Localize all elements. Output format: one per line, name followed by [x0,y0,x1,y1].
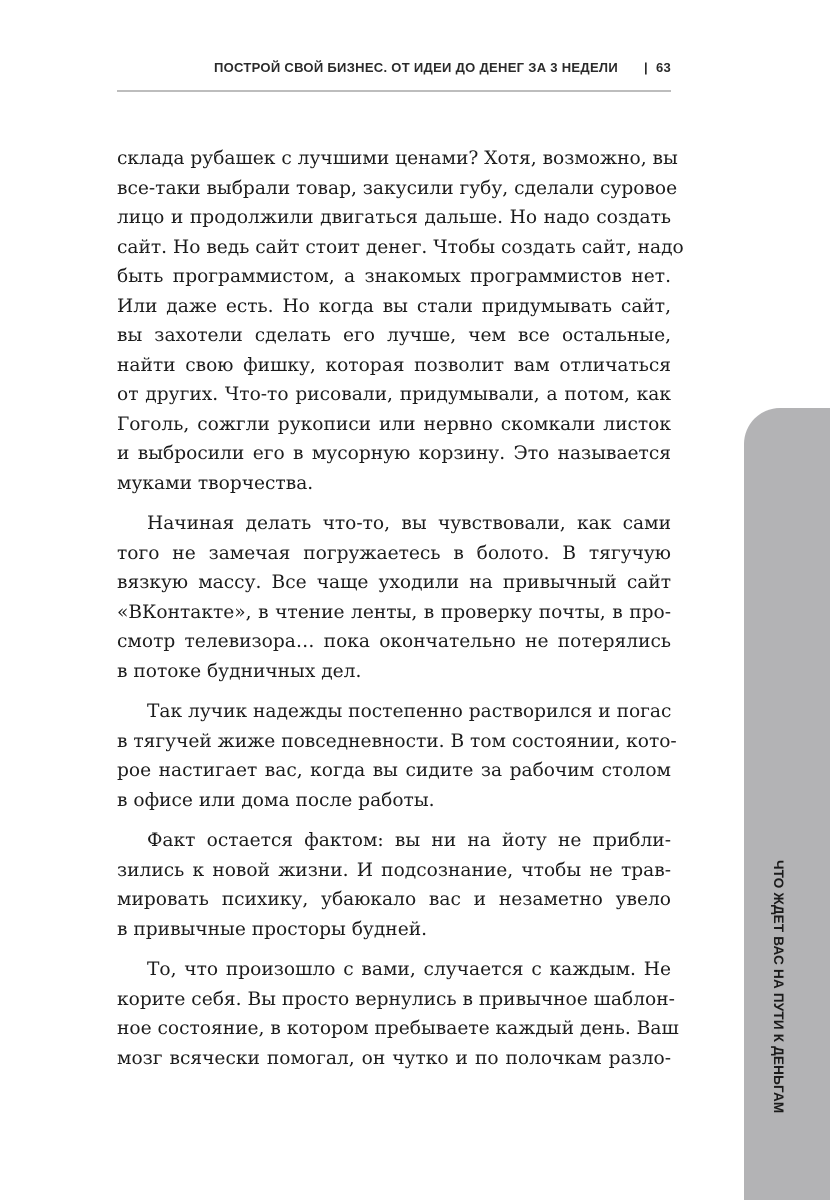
text-line: То, что произошло с вами, случается с каждым. Не [147,959,671,980]
page-number: 63 [655,60,671,75]
paragraph [117,826,671,944]
paragraph [117,144,684,498]
text-line: все-таки выбрали товар, закусили губу, сделали суровое [117,177,678,199]
paragraph [117,509,671,686]
text-line: сайт. Но ведь сайт стоит денег. Чтобы создать сайт, надо [117,236,684,258]
text-line: смотр телевизора… пока окончательно не потерялись [117,631,671,652]
text-line: мировать психику, убаюкало вас и незаметно увело [117,889,671,910]
text-line: мозг всячески помогал, он чутко и по полочкам разло- [117,1047,671,1069]
text-line: зились к новой жизни. И подсознание, чтобы не трав- [117,859,671,881]
text-line: Начиная делать что-то, вы чувствовали, как сами [147,513,671,534]
text-line: рое настигает вас, когда вы сидите за рабочим столом [117,760,671,781]
text-line: в офисе или дома после работы. [117,789,435,811]
text-line: Гоголь, сожгли рукописи или нервно скомкали листок [117,413,671,435]
text-line: в потоке будничных дел. [117,660,362,682]
chapter-tab-label: ЧТО ЖДЕТ ВАС НА ПУТИ К ДЕНЬГАМ [771,860,786,1114]
text-line: быть программистом, а знакомых программистов нет. [117,266,671,287]
text-line: корите себя. Вы просто вернулись в привычное шаблон- [117,988,675,1010]
text-line: в тягучей жиже повседневности. В том состоянии, кото- [117,730,677,752]
text-line: ное состояние, в котором пребываете каждый день. Ваш [117,1018,679,1039]
text-line: склада рубашек с лучшими ценами? Хотя, возможно, вы [117,148,678,169]
text-line: лицо и продолжили двигаться дальше. Но надо создать [117,207,671,228]
text-line: Факт остается фактом: вы ни на йоту не прибли- [147,830,671,851]
paragraph [117,955,679,1073]
book-title: ПОСТРОЙ СВОЙ БИЗНЕС. ОТ ИДЕИ ДО ДЕНЕГ ЗА 3 НЕДЕЛИ [213,60,618,75]
text-line: от других. Что-то рисовали, придумывали, а потом, как [117,384,671,405]
text-line: и выбросили его в мусорную корзину. Это называется [117,443,671,464]
text-line: муками творчества. [117,472,314,494]
text-line: того не замечая погружаетесь в болото. В тягучую [117,542,671,564]
body-text [117,144,684,1084]
header-separator: | [644,60,648,75]
text-line: Так лучик надежды постепенно растворился и погас [147,701,672,722]
text-line: найти свою фишку, которая позволит вам отличаться [117,354,671,376]
text-line: вязкую массу. Все чаще уходили на привычный сайт [117,572,671,593]
text-line: в привычные просторы будней. [117,918,428,940]
paragraph [117,697,677,815]
running-header [117,60,671,92]
text-line: Или даже есть. Но когда вы стали придумывать сайт, [117,295,671,317]
chapter-side-tab [744,408,830,1200]
text-line: вы захотели сделать его лучше, чем все остальные, [117,325,671,346]
text-line: «ВКонтакте», в чтение ленты, в проверку почты, в про- [117,601,671,623]
